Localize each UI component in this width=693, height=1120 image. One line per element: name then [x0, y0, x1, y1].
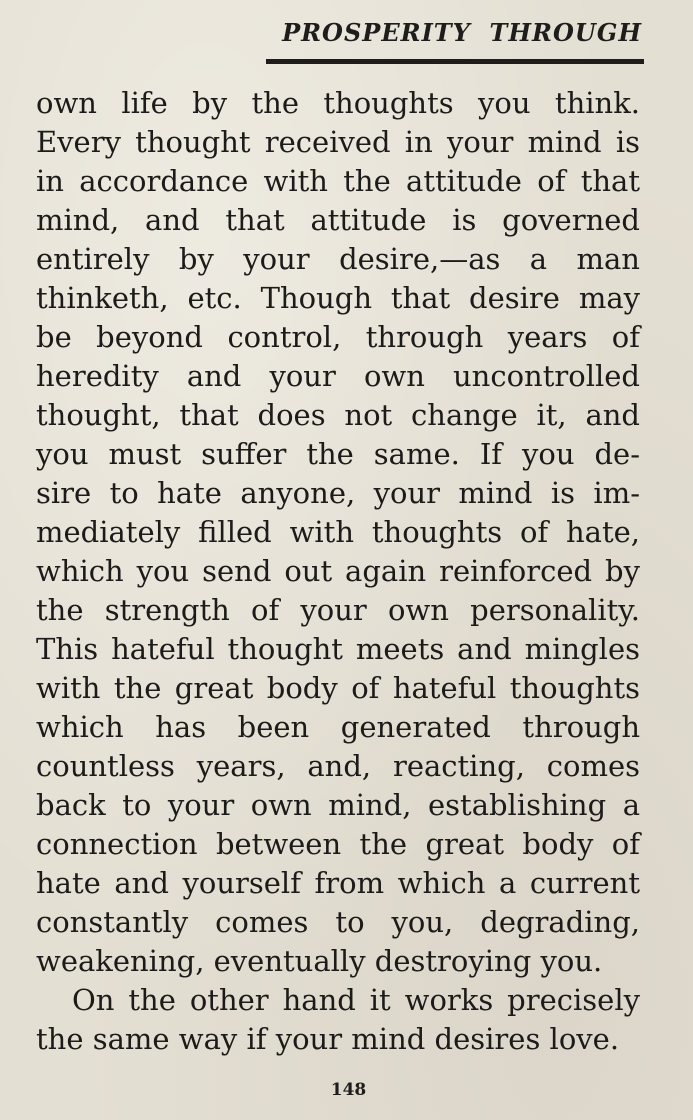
text-line: in accordance with the attitude of that [36, 164, 640, 198]
text-line: Every thought received in your mind is [36, 125, 640, 159]
text-line: which you send out again reinforced by [36, 554, 640, 588]
body-text [36, 84, 640, 1059]
text-line: mind, and that attitude is governed [36, 203, 640, 237]
text-line: This hateful thought meets and mingles [36, 632, 640, 666]
text-line: constantly comes to you, degrading, [36, 905, 640, 939]
text-line: sire to hate anyone, your mind is im- [36, 476, 640, 510]
text-line: you must suffer the same. If you de- [36, 437, 640, 471]
text-line: thought, that does not change it, and [36, 398, 640, 432]
text-line: own life by the thoughts you think. [36, 86, 640, 120]
text-line: weakening, eventually destroying you. [36, 944, 603, 978]
text-line: the same way if your mind desires love. [36, 1022, 620, 1056]
text-line: countless years, and, reacting, comes [36, 749, 640, 783]
text-line: back to your own mind, establishing a [36, 788, 640, 822]
text-line: On the other hand it works precisely [72, 983, 640, 1017]
text-line: connection between the great body of [36, 827, 640, 861]
text-line: heredity and your own uncontrolled [36, 359, 640, 393]
running-head-rule [266, 59, 644, 64]
text-line: hate and yourself from which a current [36, 866, 640, 900]
text-line: which has been generated through [36, 710, 640, 744]
text-line: entirely by your desire,—as a man [36, 242, 640, 276]
running-head-text: PROSPERITY THROUGH [282, 18, 642, 47]
text-line: mediately filled with thoughts of hate, [36, 515, 640, 549]
text-line: with the great body of hateful thoughts [36, 671, 640, 705]
running-head [266, 18, 644, 48]
text-line: thinketh, etc. Though that desire may [36, 281, 640, 315]
page-number: 148 [330, 1080, 367, 1100]
text-line: the strength of your own personality. [36, 593, 640, 627]
text-line: be beyond control, through years of [36, 320, 640, 354]
